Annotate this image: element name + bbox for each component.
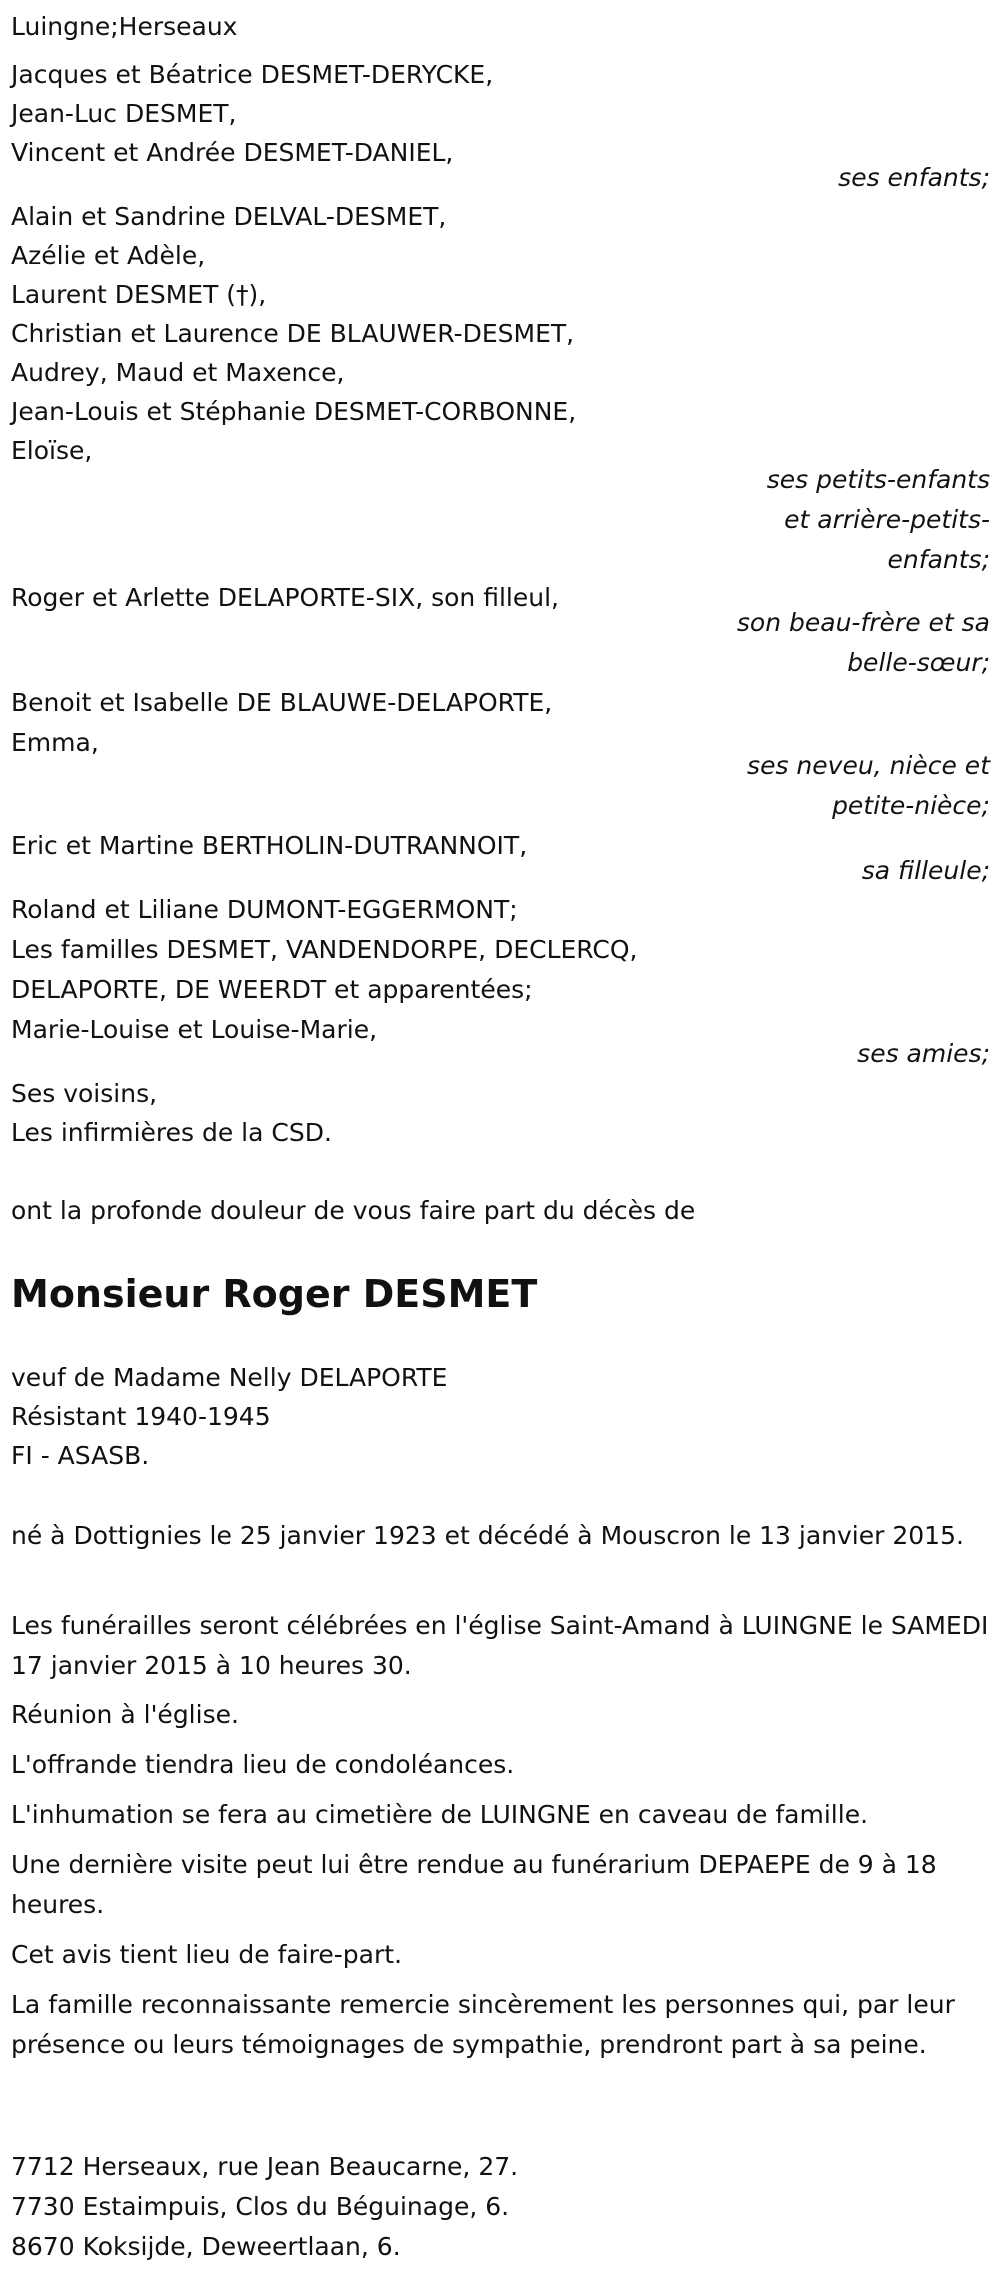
paragraph-funeral: Les funérailles seront célébrées en l'église Saint-Amand à LUINGNE le SAMEDI 17 janvier 2015 à 10 heures 30.	[11, 1611, 989, 1680]
family-line-grandchild-7: Eloïse,	[11, 436, 93, 465]
family-line-nurses: Les infirmières de la CSD.	[11, 1118, 332, 1147]
family-line-child-3: Vincent et Andrée DESMET-DANIEL,	[11, 138, 454, 167]
role-nephews-line-2: petite-nièce;	[832, 791, 990, 820]
role-grandchildren-line-2: et arrière-petits-	[784, 505, 990, 534]
role-nephews-line-1: ses neveu, nièce et	[747, 751, 990, 780]
family-line-grandchild-3: Laurent DESMET (†),	[11, 280, 267, 309]
family-line-grandchild-5: Audrey, Maud et Maxence,	[11, 358, 345, 387]
family-line-neighbours: Ses voisins,	[11, 1079, 158, 1108]
address-herseaux: 7712 Herseaux, rue Jean Beaucarne, 27.	[11, 2152, 519, 2181]
deceased-detail-affiliation: FI - ASASB.	[11, 1441, 150, 1470]
family-line-goddaughter: Eric et Martine BERTHOLIN-DUTRANNOIT,	[11, 831, 528, 860]
paragraph-meeting: Réunion à l'église.	[11, 1700, 239, 1729]
paragraph-birth-death: né à Dottignies le 25 janvier 1923 et décédé à Mouscron le 13 janvier 2015.	[11, 1521, 964, 1550]
family-line-nephew-1: Benoit et Isabelle DE BLAUWE-DELAPORTE,	[11, 688, 553, 717]
paragraph-burial: L'inhumation se fera au cimetière de LUINGNE en caveau de famille.	[11, 1800, 869, 1829]
role-grandchildren-line-1: ses petits-enfants	[766, 465, 990, 494]
role-brother-in-law-line-1: son beau-frère et sa	[736, 608, 990, 637]
family-line-other-3: DELAPORTE, DE WEERDT et apparentées;	[11, 975, 533, 1004]
role-goddaughter: sa filleule;	[861, 856, 990, 885]
role-children: ses enfants;	[838, 163, 990, 192]
paragraph-offering: L'offrande tiendra lieu de condoléances.	[11, 1750, 515, 1779]
family-line-child-2: Jean-Luc DESMET,	[11, 99, 237, 128]
paragraph-notice: Cet avis tient lieu de faire-part.	[11, 1940, 403, 1969]
deceased-name: Monsieur Roger DESMET	[11, 1272, 538, 1316]
locations-header: Luingne;Herseaux	[11, 12, 238, 41]
family-line-grandchild-1: Alain et Sandrine DELVAL-DESMET,	[11, 202, 447, 231]
deceased-detail-widower: veuf de Madame Nelly DELAPORTE	[11, 1363, 448, 1392]
role-friends: ses amies;	[857, 1039, 990, 1068]
family-line-brother-in-law: Roger et Arlette DELAPORTE-SIX, son filleul,	[11, 583, 559, 612]
role-grandchildren-line-3: enfants;	[887, 545, 990, 574]
family-line-grandchild-2: Azélie et Adèle,	[11, 241, 206, 270]
role-brother-in-law-line-2: belle-sœur;	[847, 648, 990, 677]
paragraph-thanks: La famille reconnaissante remercie sincèrement les personnes qui, par leur présence ou leurs témoignages de sympathie, prendront part à sa peine.	[11, 1990, 955, 2059]
deceased-detail-resistance: Résistant 1940-1945	[11, 1402, 271, 1431]
family-line-child-1: Jacques et Béatrice DESMET-DERYCKE,	[11, 60, 494, 89]
family-line-grandchild-4: Christian et Laurence DE BLAUWER-DESMET,	[11, 319, 575, 348]
family-line-other-2: Les familles DESMET, VANDENDORPE, DECLERCQ,	[11, 935, 638, 964]
address-estaimpuis: 7730 Estaimpuis, Clos du Béguinage, 6.	[11, 2192, 510, 2221]
announcement: ont la profonde douleur de vous faire part du décès de	[11, 1196, 696, 1225]
family-line-other-1: Roland et Liliane DUMONT-EGGERMONT;	[11, 895, 518, 924]
family-line-other-4: Marie-Louise et Louise-Marie,	[11, 1015, 378, 1044]
paragraph-visit: Une dernière visite peut lui être rendue au funérarium DEPAEPE de 9 à 18 heures.	[11, 1850, 937, 1919]
family-line-nephew-2: Emma,	[11, 728, 99, 757]
family-line-grandchild-6: Jean-Louis et Stéphanie DESMET-CORBONNE,	[11, 397, 577, 426]
address-koksijde: 8670 Koksijde, Deweertlaan, 6.	[11, 2232, 401, 2261]
